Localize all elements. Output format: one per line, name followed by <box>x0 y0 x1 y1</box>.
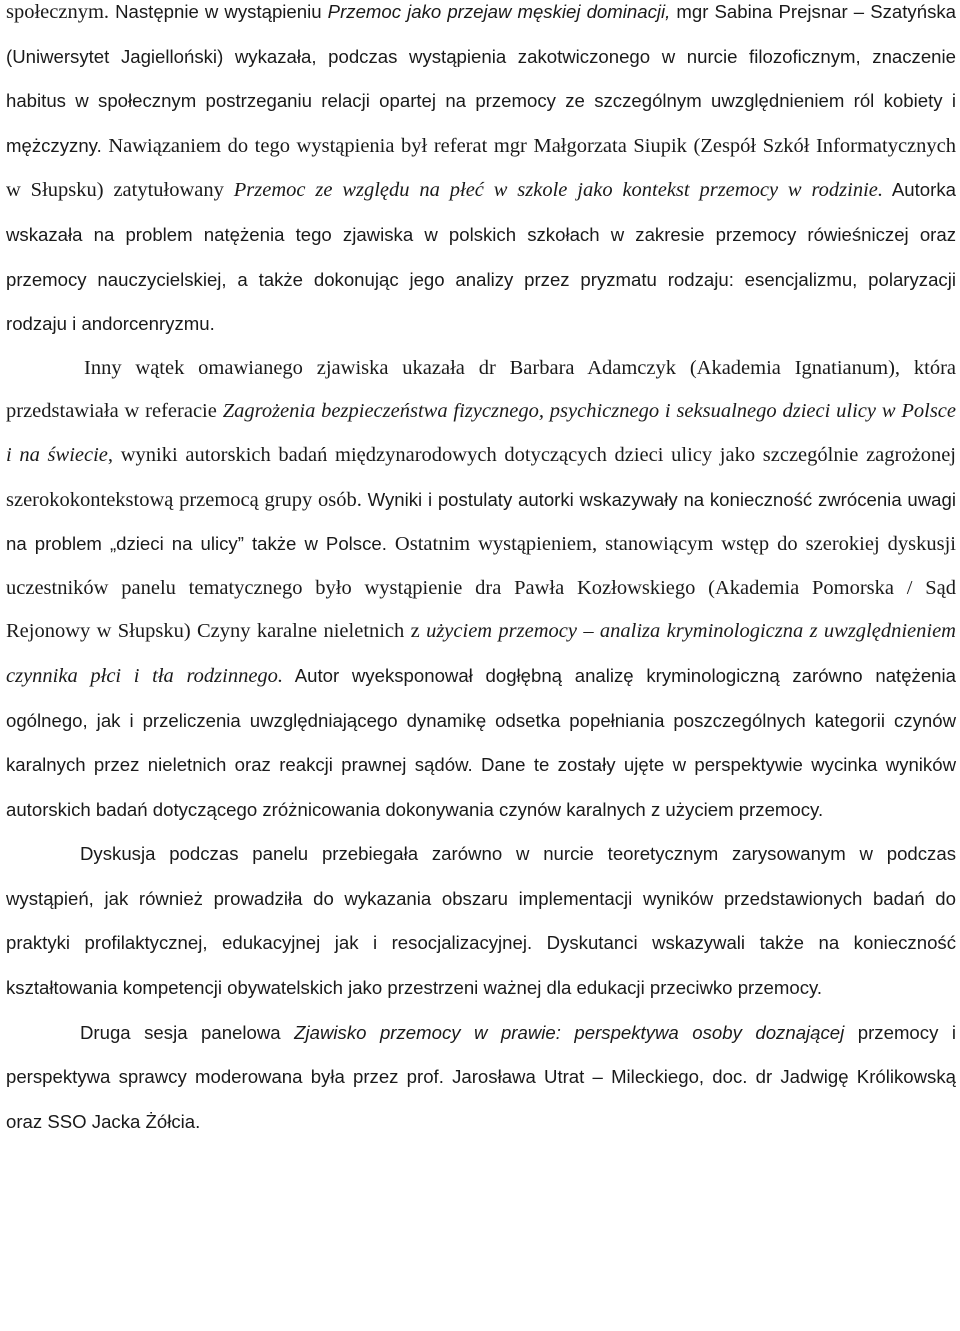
text-run: Inny wątek omawianego zjawiska ukazała dr Barbara Adamczyk (Akademia Ignatianum), która przedstawiała w referacie <box>6 356 956 423</box>
talk-title-italic: Przemoc jako przejaw męskiej dominacji, <box>327 1 671 22</box>
text-run: społecznym. <box>6 1 116 23</box>
text-run: przemocy i perspektywa sprawcy moderowana była przez prof. Jarosława Utrat – Mileckiego, doc. dr Jadwigę Królikowską oraz SSO Jacka Żółcia. <box>6 1021 956 1132</box>
text-run: Autor wyeksponował dogłębną analizę kryminologiczną zarówno natężenia ogólnego, jak i przeliczenia uwzględniającego dynamikę odsetka popełniania poszczególnych kategorii czynów karalnych przez nieletnich oraz reakcji prawnej sądów. <box>6 664 956 776</box>
text-run: Nawiązaniem do tego wystąpienia był referat mgr Małgorzata Siupik (Zespół Szkół Informatycznych w Słupsku) zatytułowany <box>6 134 956 202</box>
paragraph-4 <box>6 1011 956 1145</box>
paragraph-2 <box>6 347 956 833</box>
text-run: Autorka wskazała na problem natężenia tego zjawiska w polskich szkołach w zakresie przemocy rówieśniczej oraz przemocy nauczycielskiej, a także dokonując jego analizy przez pryzmatu rodzaju: esencjalizmu, polaryzacji rodzaju i andorcenryzmu. <box>6 179 956 335</box>
talk-title-italic: użyciem przemocy – analiza kryminologiczna z uwzględnieniem czynnika płci i tła rodzinnego. <box>6 620 956 687</box>
text-run: Druga sesja panelowa <box>80 1021 295 1043</box>
text-run: , wyniki autorskich badań międzynarodowych dotyczących dzieci ulicy jako szczególnie zagrożonej szerokokontekstową przemocą grupy osób. <box>6 443 956 511</box>
talk-title-italic: Przemoc ze względu na płeć w szkole jako kontekst przemocy w rodzinie. <box>233 179 884 202</box>
document-page <box>6 0 956 1144</box>
text-run: Ostatnim wystąpieniem, stanowiącym wstęp do szerokiej dyskusji uczestników panelu tematycznego było wystąpienie dra Pawła Kozłowskiego (Akademia Pomorska / Sąd Rejonowy w Słupsku) Czyny karalne nieletnich z <box>6 533 956 643</box>
text-run: Następnie w wystąpieniu <box>115 1 328 22</box>
text-run: mgr Sabina Prejsnar – Szatyńska (Uniwersytet Jagielloński) wykazała, podczas wystąpienia zakotwiczonego w nurcie filozoficznym, znaczenie habitus w społecznym postrzeganiu relacji opartej na przemocy ze szczególnym uwzględnieniem ról kobiety i mężczyzny. <box>6 1 957 156</box>
text-run: Dyskusja podczas panelu przebiegała zarówno w nurcie teoretycznym zarysowanym w podczas wystąpień, jak również prowadziła do wykazania obszaru implementacji wyników przedstawionych badań do praktyki profilaktycznej, edukacyjnej jak i resocjalizacyjnej. Dyskutanci wskazywali także na konieczność kształtowania kompetencji obywatelskich jako przestrzeni ważnej dla edukacji przeciwko przemocy. <box>6 843 956 999</box>
talk-title-italic: Zjawisko przemocy w prawie: perspektywa osoby doznającej <box>294 1021 845 1043</box>
paragraph-1 <box>6 0 956 347</box>
text-run: Dane te zostały ujęte w perspektywie wycinka wyników autorskich badań dotyczącego zróżnicowania dokonywania czynów karalnych z użyciem przemocy. <box>6 754 956 820</box>
talk-title-italic: Zagrożenia bezpieczeństwa fizycznego, psychicznego i seksualnego dzieci ulicy w Polsce i na świecie <box>6 400 956 466</box>
paragraph-3 <box>6 832 956 1010</box>
text-run: Wyniki i postulaty autorki wskazywały na konieczność zwrócenia uwagi na problem „dzieci na ulicy” także w Polsce. <box>6 488 956 555</box>
